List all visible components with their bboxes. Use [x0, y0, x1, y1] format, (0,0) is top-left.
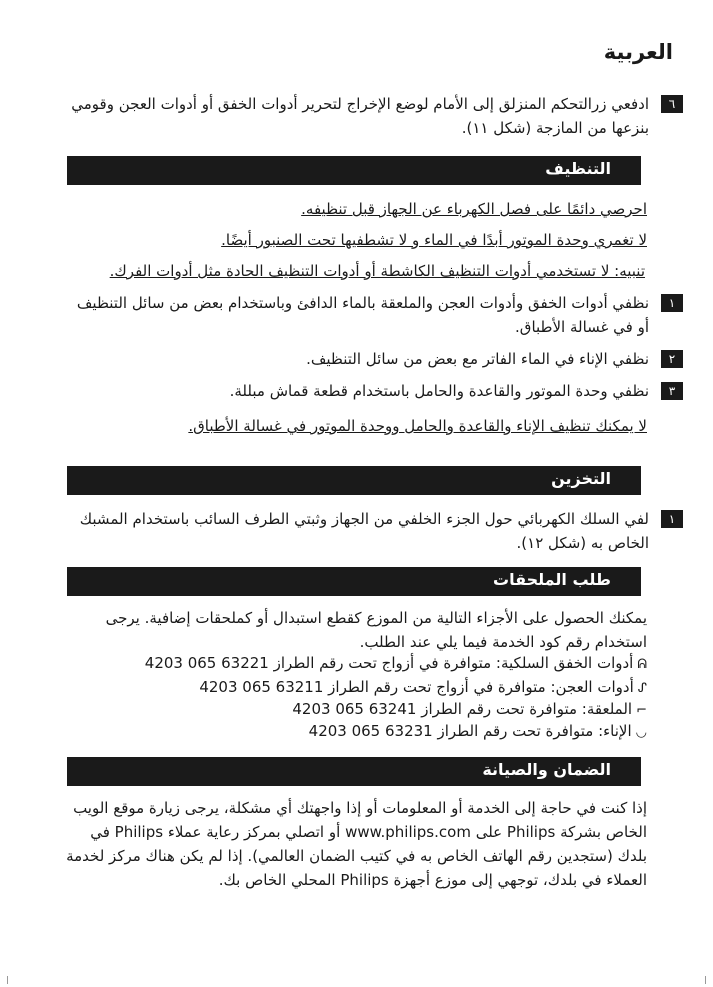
accessory-item: [292, 698, 647, 722]
language-title: العربية: [603, 40, 673, 64]
caution-abrasive: تنبيه: لا تستخدمي أدوات التنظيف الكاشطة أو أدوات التنظيف الحادة مثل أدوات الفرك.: [109, 262, 645, 280]
accessory-label: الملعقة: متوافرة تحت رقم الطراز: [421, 700, 633, 718]
accessory-label: أدوات العجن: متوافرة في أزواج تحت رقم الطراز: [328, 678, 634, 696]
crop-mark: [7, 976, 8, 984]
section-heading: التنظيف: [545, 159, 611, 178]
dough-hook-icon: ᔑ: [637, 681, 647, 696]
accessories-intro: يمكنك الحصول على الأجزاء التالية من الموزع كقطع استبدال أو كملحقات إضافية. يرجى استخدام رقم كود الخدمة فيما يلي عند الطلب.: [105, 609, 647, 651]
guarantee-text: إذا كنت في حاجة إلى الخدمة أو المعلومات أو إذا واجهتك أي مشكلة، يرجى زيارة موقع الويب الخاص بشركة Philips على www.philips.com أو اتصلي بمركز رعاية عملاء Philips في بلدك (ستجدين رقم الهاتف الخاص به في كتيب الضمان العالمي). إذا لم يكن هناك مركز لخدمة العملاء في بلدك، توجهي إلى موزع أجهزة Philips المحلي الخاص بك.: [66, 799, 647, 889]
accessory-label: أدوات الخفق السلكية: متوافرة في أزواج تحت رقم الطراز: [273, 654, 634, 672]
section-heading: الضمان والصيانة: [482, 760, 611, 779]
bowl-icon: ◡: [635, 725, 647, 740]
model-number: 4203 065 63241: [292, 700, 417, 718]
cleaning-step-3: [66, 379, 676, 403]
intro-step: [66, 92, 676, 140]
step-text: نظفي الإناء في الماء الفاتر مع بعض من سائل التنظيف.: [306, 350, 649, 368]
storage-step-1: [66, 507, 676, 555]
accessory-item: [199, 676, 647, 700]
model-number: 4203 065 63231: [308, 722, 433, 740]
beater-icon: ᕱ: [637, 657, 647, 672]
step-number: ٢: [661, 350, 683, 368]
spatula-icon: ⌐: [636, 703, 647, 718]
step-number: ١: [661, 294, 683, 312]
step-text: ادفعي زرالتحكم المنزلق إلى الأمام لوضع الإخراج لتحرير أدوات الخفق أو أدوات العجن وقومي بنزعها من المازجة (شكل ١١).: [71, 95, 649, 137]
section-heading: التخزين: [551, 469, 611, 488]
step-number: ٣: [661, 382, 683, 400]
section-bar-guarantee: [67, 757, 641, 786]
section-bar-storage: [67, 466, 641, 495]
crop-mark: [705, 976, 706, 984]
step-text: نظفي وحدة الموتور والقاعدة والحامل باستخدام قطعة قماش مبللة.: [229, 382, 649, 400]
warning-immerse: لا تغمري وحدة الموتور أبدًا في الماء و لا تشطفيها تحت الصنبور أيضًا.: [221, 231, 647, 249]
warning-unplug: احرصي دائمًا على فصل الكهرباء عن الجهاز قبل تنظيفه.: [301, 200, 647, 218]
step-number: ٦: [661, 95, 683, 113]
accessory-label: الإناء: متوافرة تحت رقم الطراز: [437, 722, 632, 740]
step-number: ١: [661, 510, 683, 528]
accessory-item: [145, 652, 647, 676]
model-number: 4203 065 63211: [199, 678, 324, 696]
step-text: نظفي أدوات الخفق وأدوات العجن والملعقة بالماء الدافئ وباستخدام بعض من سائل التنظيف أو في غسالة الأطباق.: [76, 294, 649, 336]
section-heading: طلب الملحقات: [493, 570, 611, 589]
section-bar-cleaning: [67, 156, 641, 185]
step-text: لفي السلك الكهربائي حول الجزء الخلفي من الجهاز وثبتي الطرف السائب باستخدام المشبك الخاص به (شكل ١٢).: [79, 510, 649, 552]
dishwasher-note: لا يمكنك تنظيف الإناء والقاعدة والحامل ووحدة الموتور في غسالة الأطباق.: [188, 417, 647, 435]
model-number: 4203 065 63221: [144, 654, 269, 672]
cleaning-step-1: [66, 291, 676, 339]
section-bar-accessories: [67, 567, 641, 596]
accessory-item: [309, 720, 647, 744]
cleaning-step-2: [66, 347, 676, 371]
